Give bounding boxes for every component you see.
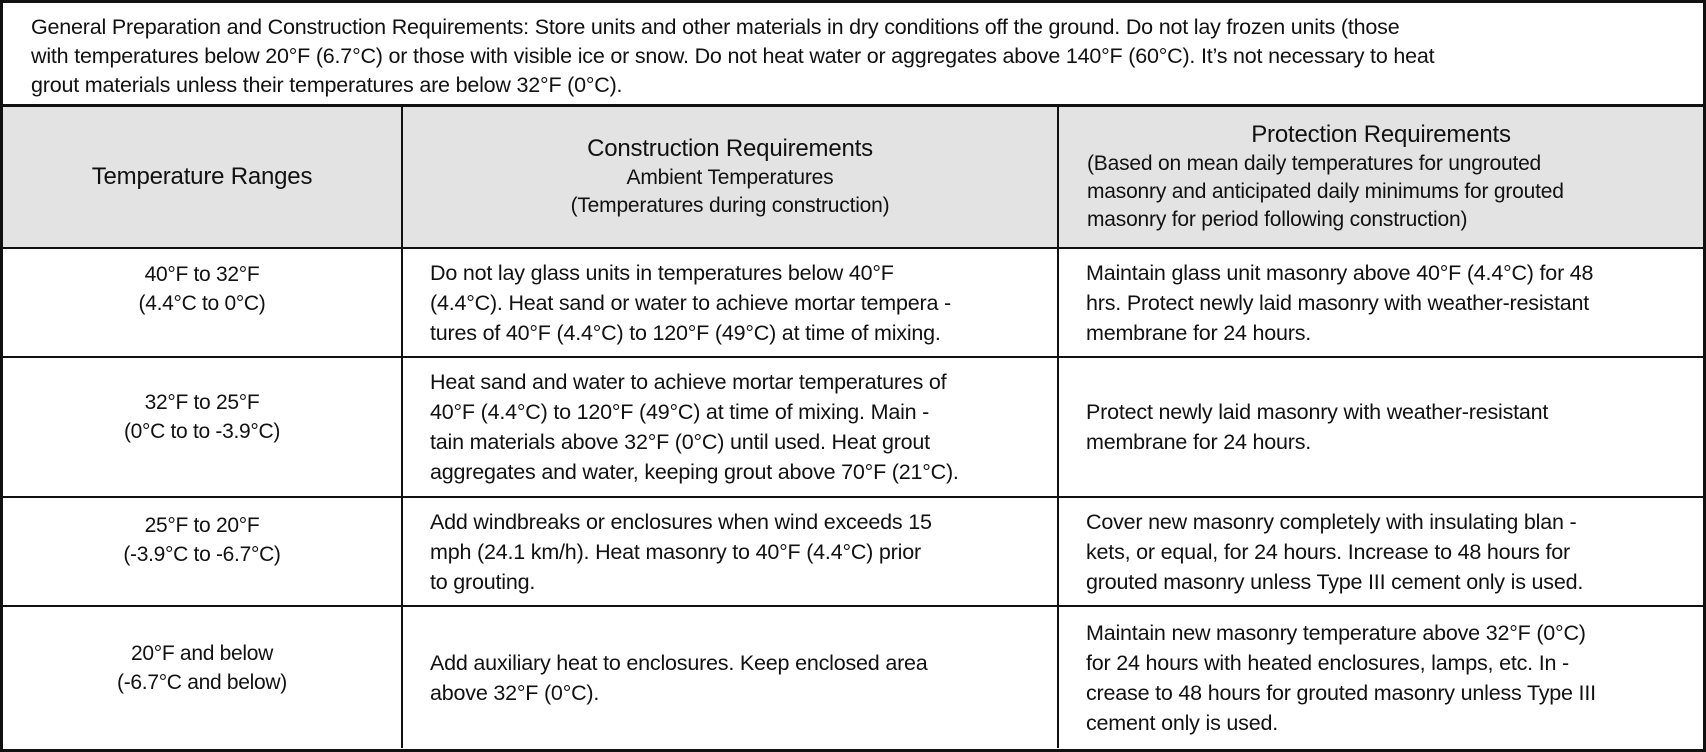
table-row xyxy=(3,248,1703,357)
construction-requirement-cell xyxy=(402,497,1058,606)
intro-line: grout materials unless their temperatures are below 32°F (0°C). xyxy=(31,73,623,97)
text-line: 40°F (4.4°C) to 120°F (49°C) at time of mixing. Main - xyxy=(430,400,930,424)
protection-requirement-cell xyxy=(1058,606,1703,748)
table-row xyxy=(3,497,1703,606)
header-note-line: masonry and anticipated daily minimums for grouted xyxy=(1087,180,1564,203)
text-line: membrane for 24 hours. xyxy=(1086,320,1312,345)
protection-requirement-cell xyxy=(1058,497,1703,606)
text-line: Add auxiliary heat to enclosures. Keep enclosed area xyxy=(430,650,928,675)
header-construction-requirements xyxy=(402,107,1058,248)
range-fahrenheit: 32°F to 25°F xyxy=(144,391,260,414)
table-row xyxy=(3,606,1703,748)
header-title: Protection Requirements xyxy=(1251,121,1511,148)
text-line: (4.4°C). Heat sand or water to achieve mortar tempera - xyxy=(430,290,951,315)
range-celsius: (0°C to to -3.9°C) xyxy=(123,420,281,443)
text-line: crease to 48 hours for grouted masonry unless Type III xyxy=(1086,680,1596,705)
header-note: (Temperatures during construction) xyxy=(570,194,890,217)
header-temperature-ranges xyxy=(3,107,402,248)
text-line: grouted masonry unless Type III cement only is used. xyxy=(1086,569,1584,594)
range-fahrenheit: 40°F to 32°F xyxy=(144,262,260,286)
text-line: mph (24.1 km/h). Heat masonry to 40°F (4.4°C) prior xyxy=(430,539,921,564)
range-celsius: (-3.9°C to -6.7°C) xyxy=(123,542,281,566)
temperature-range-cell xyxy=(3,357,402,497)
text-line: hrs. Protect newly laid masonry with weather-resistant xyxy=(1086,290,1590,315)
text-line: tain materials above 32°F (0°C) until used. Heat grout xyxy=(430,430,930,454)
protection-requirement-cell xyxy=(1058,248,1703,357)
text-line: for 24 hours with heated enclosures, lamps, etc. In - xyxy=(1086,650,1569,675)
text-line: aggregates and water, keeping grout above 70°F (21°C). xyxy=(430,460,959,484)
temperature-range-cell xyxy=(3,248,402,357)
text-line: Cover new masonry completely with insulating blan - xyxy=(1086,509,1577,534)
header-title: Temperature Ranges xyxy=(91,163,313,190)
text-line: kets, or equal, for 24 hours. Increase to 48 hours for xyxy=(1086,539,1570,564)
construction-requirement-cell xyxy=(402,357,1058,497)
text-line: Heat sand and water to achieve mortar temperatures of xyxy=(430,370,947,394)
intro-line: General Preparation and Construction Requirements: Store units and other materials in dry conditions off the ground. Do not lay frozen units (those xyxy=(31,15,1400,39)
temperature-range-cell xyxy=(3,497,402,606)
header-row xyxy=(3,107,1703,248)
text-line: to grouting. xyxy=(430,569,536,594)
header-note-line: (Based on mean daily temperatures for ungrouted xyxy=(1087,152,1542,175)
header-subtitle: Ambient Temperatures xyxy=(626,166,834,189)
text-line: above 32°F (0°C). xyxy=(430,680,600,705)
header-note-line: masonry for period following construction) xyxy=(1087,208,1468,231)
construction-requirement-cell xyxy=(402,248,1058,357)
requirements-table xyxy=(3,107,1703,748)
range-fahrenheit: 20°F and below xyxy=(131,641,273,665)
protection-requirement-cell xyxy=(1058,357,1703,497)
text-line: Protect newly laid masonry with weather-resistant xyxy=(1086,400,1549,424)
text-line: Maintain new masonry temperature above 32°F (0°C) xyxy=(1086,620,1586,645)
temperature-range-cell xyxy=(3,606,402,748)
text-line: Add windbreaks or enclosures when wind exceeds 15 xyxy=(430,509,932,534)
general-requirements-paragraph xyxy=(3,3,1703,107)
range-fahrenheit: 25°F to 20°F xyxy=(144,513,260,537)
header-title: Construction Requirements xyxy=(587,135,873,162)
text-line: tures of 40°F (4.4°C) to 120°F (49°C) at time of mixing. xyxy=(430,320,941,345)
text-line: Maintain glass unit masonry above 40°F (4.4°C) for 48 xyxy=(1086,260,1594,285)
text-line: cement only is used. xyxy=(1086,710,1278,735)
header-protection-requirements xyxy=(1058,107,1703,248)
range-celsius: (-6.7°C and below) xyxy=(117,670,287,694)
table-row xyxy=(3,357,1703,497)
text-line: membrane for 24 hours. xyxy=(1086,430,1312,454)
intro-line: with temperatures below 20°F (6.7°C) or those with visible ice or snow. Do not heat water or aggregates above 140°F (60°C). It’s not necessary to heat xyxy=(31,44,1435,68)
text-line: Do not lay glass units in temperatures below 40°F xyxy=(430,260,894,285)
range-celsius: (4.4°C to 0°C) xyxy=(138,291,266,315)
construction-requirement-cell xyxy=(402,606,1058,748)
